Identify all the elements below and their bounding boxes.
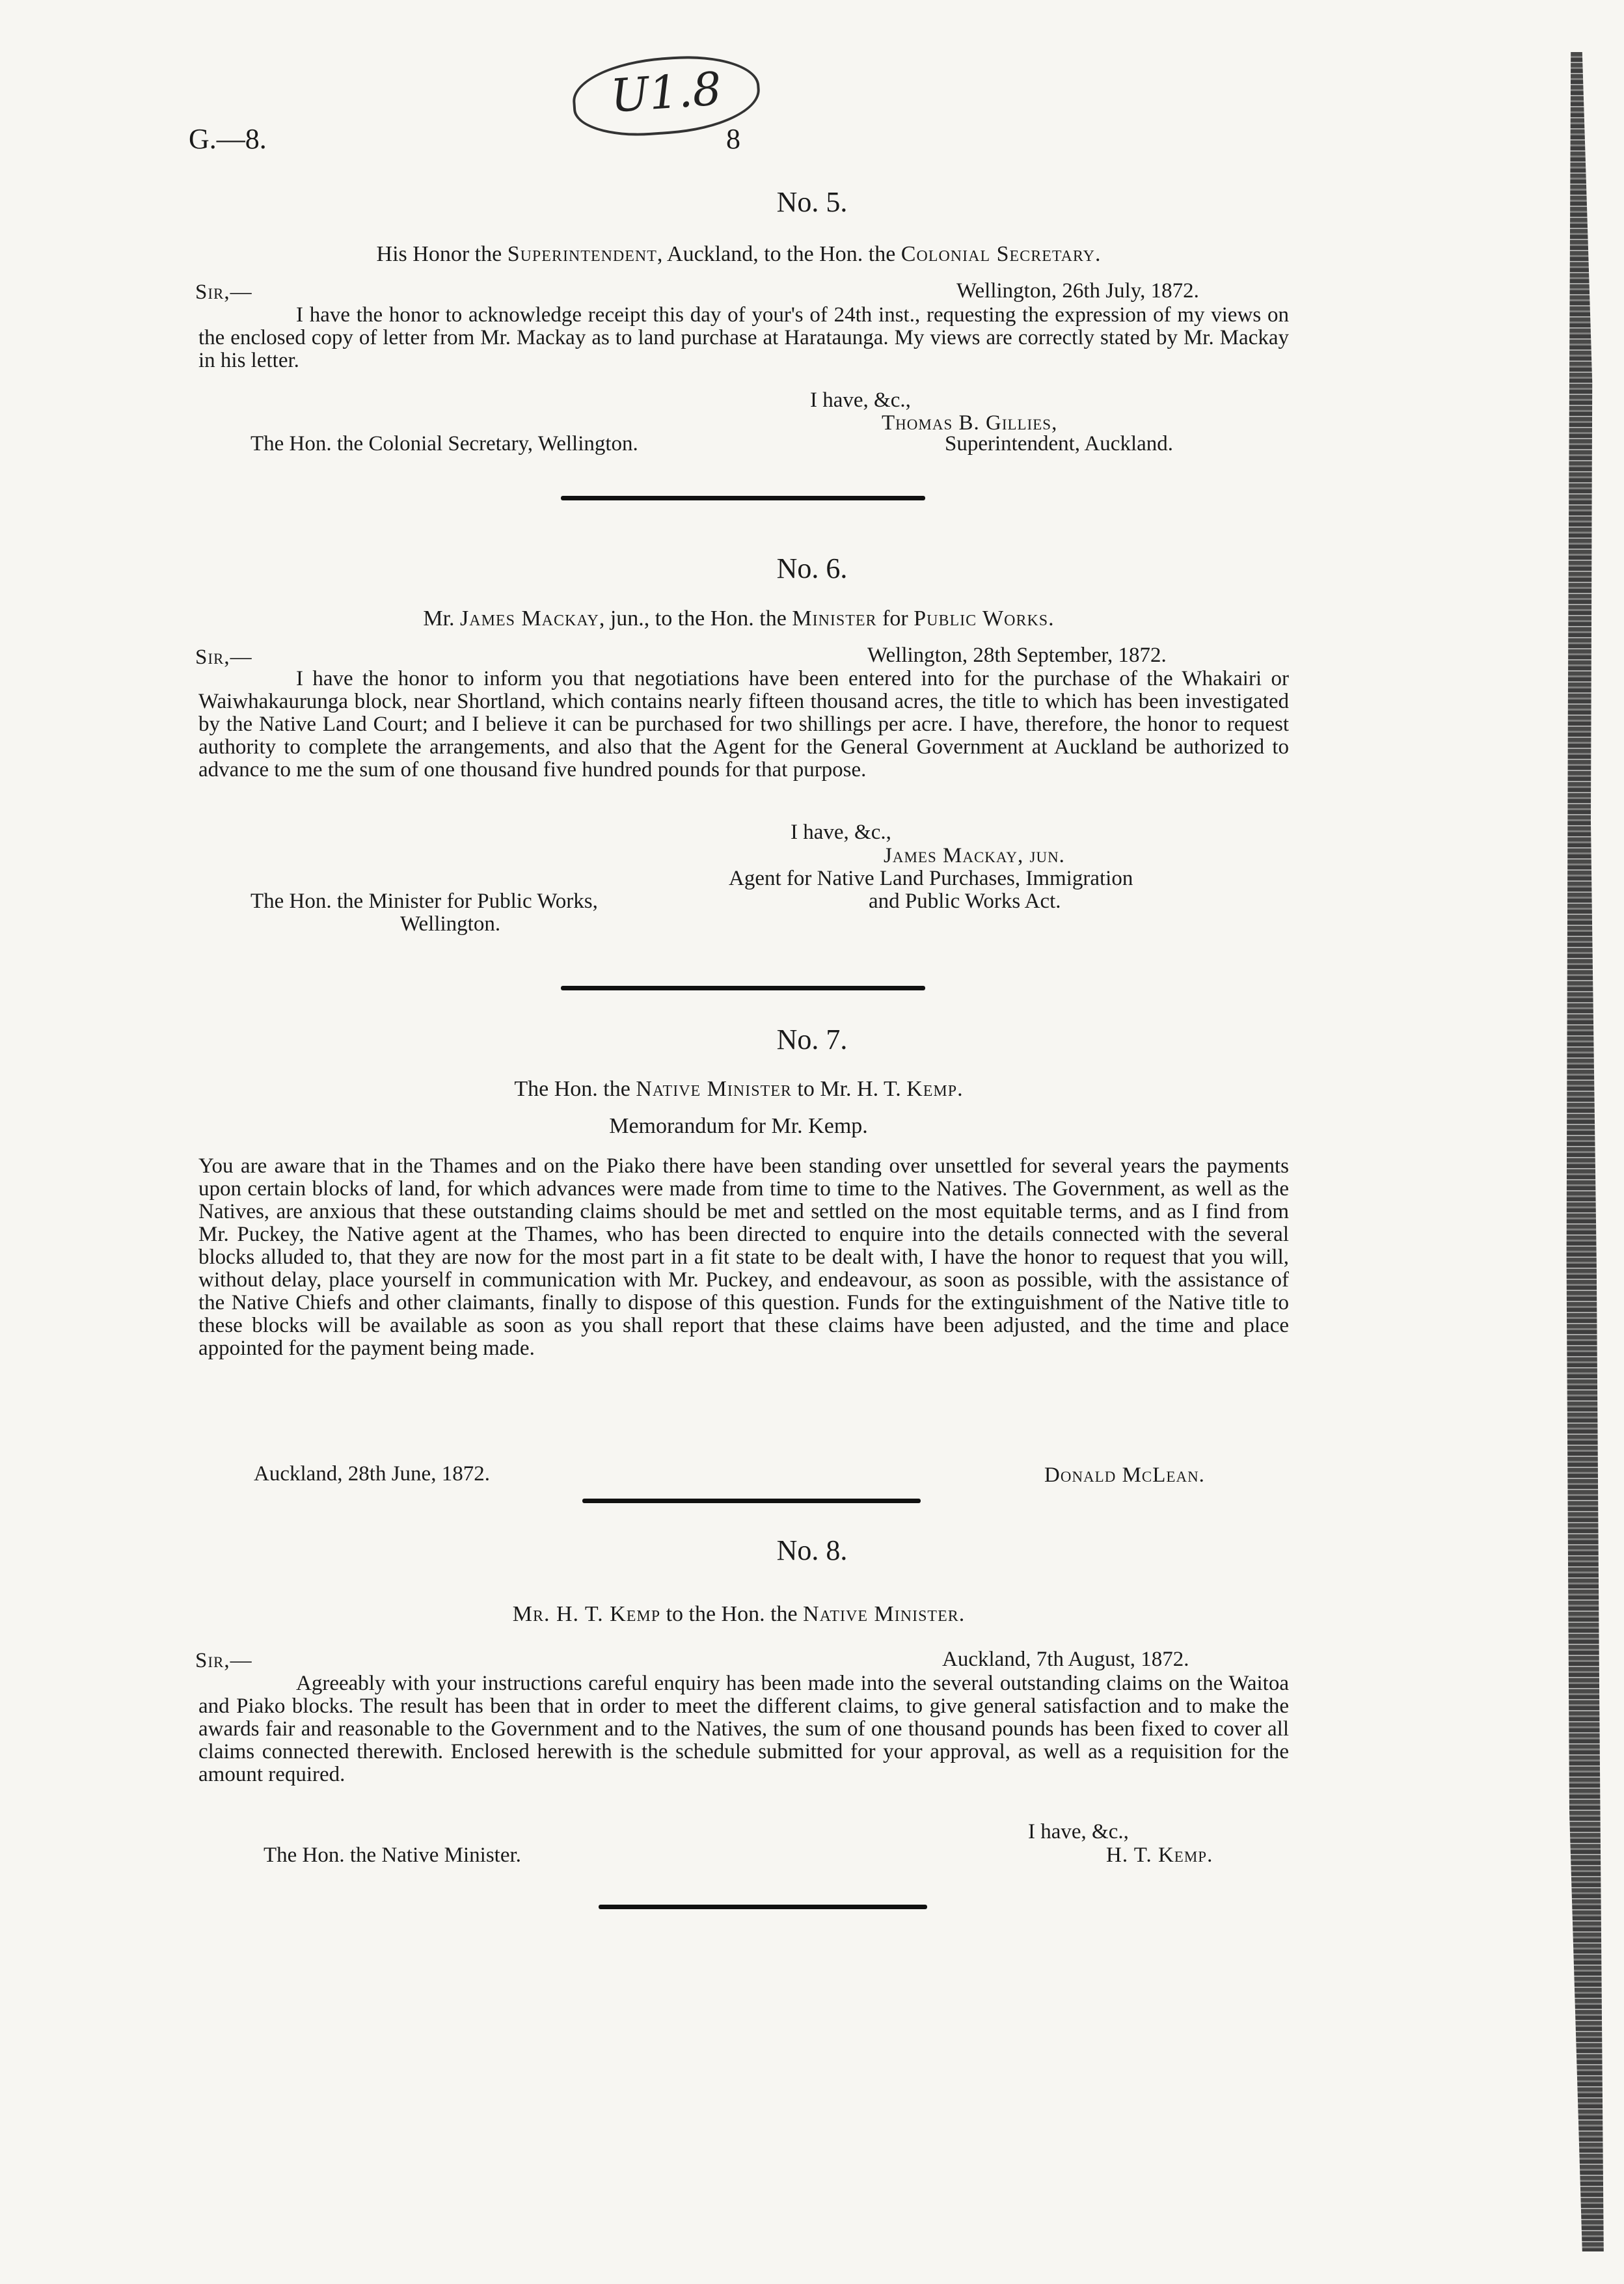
letter-6-heading: Mr. James Mackay, jun., to the Hon. the Minister for Public Works. xyxy=(423,606,1054,631)
letter-8-signature: H. T. Kemp. xyxy=(1106,1843,1213,1867)
letter-5-salutation: Sir,— xyxy=(195,280,252,304)
letter-5-closing: I have, &c., xyxy=(810,388,911,412)
letter-7-subheading: Memorandum for Mr. Kemp. xyxy=(609,1114,868,1138)
letter-number-5: No. 5. xyxy=(776,186,848,218)
letter-5-signature: Thomas B. Gillies, xyxy=(882,411,1058,435)
document-reference: G.—8. xyxy=(189,123,267,155)
letter-6-signature-title-2: and Public Works Act. xyxy=(869,890,1061,913)
letter-6-addressee-1: The Hon. the Minister for Public Works, xyxy=(250,890,598,913)
page-number: 8 xyxy=(726,123,740,155)
section-divider xyxy=(561,986,925,990)
letter-8-heading: Mr. H. T. Kemp to the Hon. the Native Minister. xyxy=(512,1602,965,1626)
letter-6-salutation: Sir,— xyxy=(195,646,252,669)
letter-8-date: Auckland, 7th August, 1872. xyxy=(942,1648,1189,1671)
letter-8-body: Agreeably with your instructions careful enquiry has been made into the several outstanding claims on the Waitoa and Piako blocks. The result has been that in order to meet the different claims, to give general satisfaction and to make the awards fair and reasonable to the Government and to the Natives, the sum of one thousand pounds has been fixed to cover all claims connected therewith. Enclosed herewith is the schedule submitted for your approval, as well as a requisition for the amount required. xyxy=(198,1672,1289,1786)
letter-5-heading: His Honor the Superintendent, Auckland, to the Hon. the Colonial Secretary. xyxy=(376,242,1101,266)
section-divider xyxy=(561,496,925,500)
letter-number-7: No. 7. xyxy=(776,1024,848,1055)
letter-7-body: You are aware that in the Thames and on the Piako there have been standing over unsettled for several years the payments upon certain blocks of land, for which advances were made from time to time to the Natives. The Government, as well as the Natives, are anxious that these outstanding claims should be met and settled on the most equitable terms, and as I find from Mr. Puckey, the Native agent at the Thames, who has been directed to enquire into the details connected with the several blocks alluded to, that they are now for the most part in a fit state to be dealt with, I have the honor to request that you will, without delay, place yourself in communication with Mr. Puckey, and endeavour, as soon as possible, with the assistance of the Native Chiefs and other claimants, finally to dispose of this question. Funds for the extinguishment of the Native title to these blocks will be available as soon as you shall report that these claims have been adjusted, and the time and place appointed for the payment being made. xyxy=(198,1154,1289,1360)
letter-number-6: No. 6. xyxy=(776,552,848,584)
letter-5-date: Wellington, 26th July, 1872. xyxy=(956,279,1199,303)
letter-8-salutation: Sir,— xyxy=(195,1649,252,1672)
letter-number-8: No. 8. xyxy=(776,1534,848,1566)
handwritten-annotation: U1.8 xyxy=(570,51,763,141)
letter-5-body: I have the honor to acknowledge receipt this day of your's of 24th inst., requesting the expression of my views on the enclosed copy of letter from Mr. Mackay as to land purchase at Harataunga. My views are correctly stated by Mr. Mackay in his letter. xyxy=(198,303,1289,372)
section-divider xyxy=(582,1499,921,1503)
letter-7-place-date: Auckland, 28th June, 1872. xyxy=(254,1462,490,1486)
letter-6-signature-title-1: Agent for Native Land Purchases, Immigration xyxy=(729,867,1133,890)
letter-8-addressee: The Hon. the Native Minister. xyxy=(264,1843,521,1867)
page-binding-edge xyxy=(1541,52,1612,2251)
letter-7-heading: The Hon. the Native Minister to Mr. H. T. Kemp. xyxy=(514,1077,963,1101)
letter-6-signature: James Mackay, jun. xyxy=(884,844,1065,867)
letter-5-addressee: The Hon. the Colonial Secretary, Wellington. xyxy=(250,432,638,455)
letter-5-signature-title: Superintendent, Auckland. xyxy=(945,432,1174,455)
section-divider xyxy=(599,1905,927,1909)
letter-6-addressee-2: Wellington. xyxy=(400,912,501,936)
letter-6-body: I have the honor to inform you that negotiations have been entered into for the purchase of the Whakairi or Waiwhakaurunga block, near Shortland, which contains nearly fifteen thousand acres, the title to which has been investigated by the Native Land Court; and I believe it can be purchased for two shillings per acre. I have, therefore, the honor to request authority to complete the arrangements, and also that the Agent for the General Government at Auckland be authorized to advance to me the sum of one thousand five hundred pounds for that purpose. xyxy=(198,667,1289,782)
letter-8-closing: I have, &c., xyxy=(1028,1820,1129,1843)
letter-7-signature: Donald McLean. xyxy=(1044,1463,1205,1487)
letter-6-closing: I have, &c., xyxy=(791,821,891,844)
letter-6-date: Wellington, 28th September, 1872. xyxy=(867,644,1167,667)
